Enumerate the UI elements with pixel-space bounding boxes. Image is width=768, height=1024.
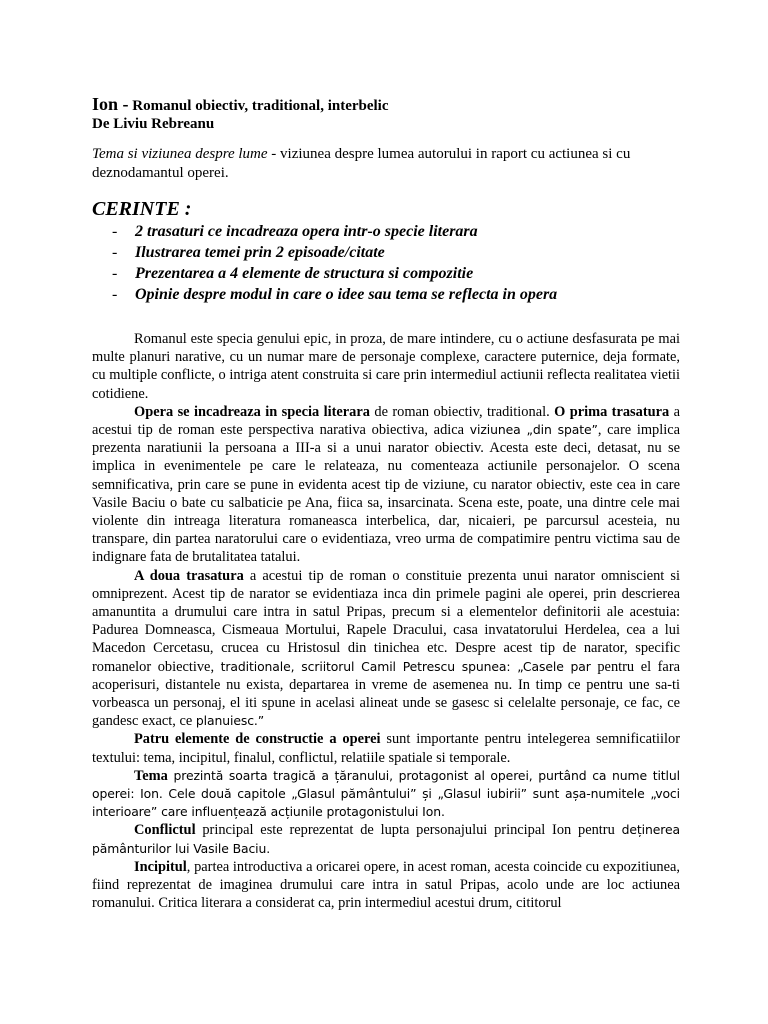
requirements-list [112,221,557,305]
requirements-heading: CERINTE : [92,198,192,220]
paragraph-definition: Romanul este specia genului epic, in proza, de mare intindere, cu o actiune desfasurata pe mai multe planuri narative, cu un numar mare de personaje complexe, caractere puternice, deja formate, cu multiple conflicte, o intriga atent construita si care prin intermediul actiunii reflecta realitatea vietii cotidiene. [92,331,680,402]
theme-definition [92,145,692,183]
author-line: De Liviu Rebreanu [92,116,215,132]
paragraph-theme: Tema prezintă soarta tragică a țăranului, protagonist al operei, purtând ca nume titlul operei: Ion. Cele două capitole „Glasul pământului” și „Glasul iubirii” sunt așa-numitele „voci interioare” care influențează acțiunile protagonistului Ion. [92,767,680,820]
requirement-item: - Ilustrarea temei prin 2 episoade/citate [112,244,385,261]
theme-label: Tema si viziunea despre lume [92,146,268,162]
paragraph-structure: Patru elemente de constructie a operei sunt importante pentru intelegerea semnificatiilor textului: tema, incipitul, finalul, conflictul, relatiile spatiale si temporale. [92,731,680,766]
requirement-item: - 2 trasaturi ce incadreaza opera intr-o specie literara [112,223,478,240]
document-title [92,94,389,115]
paragraph-incipit: Incipitul, partea introductiva a oricarei opere, in acest roman, acesta coincide cu expozitiunea, fiind reprezentat de imaginea drumului care intra in satul Pripas, acolo unde are loc actiunea romanului. Critica literara a considerat ca, prin intermediul acestui drum, cititorul [92,858,680,912]
paragraph-second-trait: A doua trasatura a acestui tip de roman o constituie prezenta unui narator omniscient si omniprezent. Acest tip de narator se evidentiaza inca din primele pagini ale operei, prin descrierea amanuntita a drumului care intra in satul Pripas, precum si a elementelor definitorii ale acestuia: Padurea Domneasca, Cismeaua Mortului, Rapele Dracului, casa invatatorului Herdelea, cea a lui Macedon Cercetasu, crucea cu Hristosul din tinichea etc. Despre acest tip de narator, specific romanelor obiective, traditionale, scriitorul Camil Petrescu spunea: „Casele par pentru el fara acoperisuri, distantele nu exista, departarea in vreme de asemenea nu. In timp ce pentru une sa-ti vorbeasca un personaj, el iti spune in acelasi alineat unde se gasesc si celelalte personaje, ce fac, ce gandesc exact, ce planuiesc.” [92,567,680,730]
essay-body [92,330,680,913]
paragraph-conflict: Conflictul principal este reprezentat de lupta personajului principal Ion pentru deținerea pământurilor lui Vasile Baciu. [92,822,680,856]
requirement-item: - Prezentarea a 4 elemente de structura si compozitie [112,265,474,282]
requirement-item: - Opinie despre modul in care o idee sau tema se reflecta in opera [112,286,558,303]
paragraph-first-trait: Opera se incadreaza in specia literara de roman obiectiv, traditional. O prima trasatura a acestui tip de roman este perspectiva narativa obiectiva, adica viziunea „din spate”, care implica prezenta naratiunii la persoana a III-a si a unui narator obiectiv. Acesta este deci, detasat, nu se implica in evenimentele pe care le relateaza, nu comenteaza actiunile personajelor. O scena semnificativa, prin care se pune in evidenta acest tip de viziune, cu narator obiectiv, este cea in care Vasile Baciu o bate cu salbaticie pe Ana, fiica sa, insarcinata. Scena este, poate, una dintre cele mai violente din intreaga literatura romaneasca interbelica, dar, nicaieri, pe parcursul acesteia, nu transpare, din partea naratorului care o evidentiaza, vreo urma de compatimire pentru victima sau de indignare fata de brutalitatea tatalui. [92,403,681,566]
title-subtitle: Romanul obiectiv, traditional, interbelic [132,98,389,114]
title-ion: Ion - [92,94,129,114]
theme-text: - viziunea despre lumea autorului in raport cu actiunea si cu deznodamantul operei. [92,146,631,181]
